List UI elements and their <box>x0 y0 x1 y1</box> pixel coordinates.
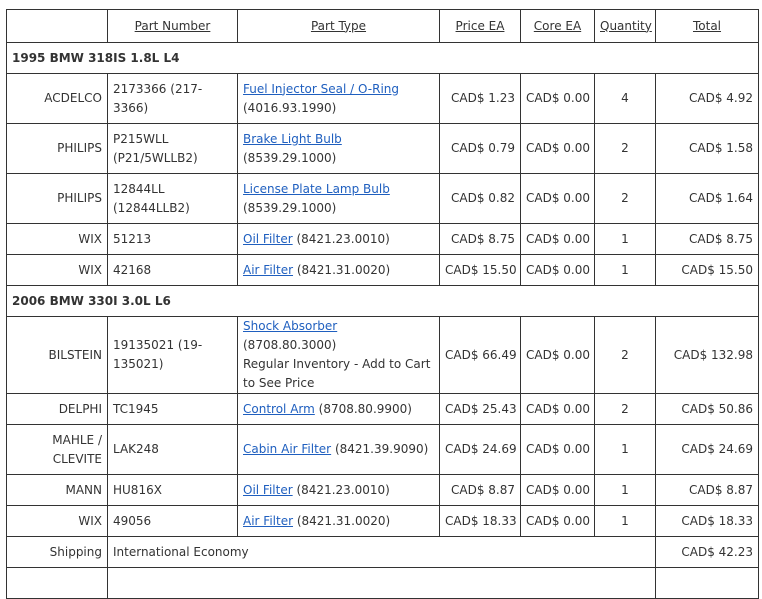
table-row <box>7 255 759 286</box>
vehicle-group-row <box>7 43 759 74</box>
tariff-code: (8421.23.0010) <box>296 231 390 246</box>
core-cell: CAD$ 0.00 <box>521 506 595 537</box>
part-number-cell: 51213 <box>108 224 238 255</box>
core-cell: CAD$ 0.00 <box>521 174 595 224</box>
part-number-cell: 49056 <box>108 506 238 537</box>
vehicle-group-row <box>7 286 759 317</box>
part-number-cell: HU816X <box>108 475 238 506</box>
total-cell: CAD$ 1.64 <box>656 174 759 224</box>
table-row-partial <box>7 568 759 599</box>
quantity-cell: 1 <box>595 506 656 537</box>
vehicle-title: 2006 BMW 330I 3.0L L6 <box>7 286 759 317</box>
quantity-cell: 2 <box>595 317 656 394</box>
total-cell: CAD$ 8.87 <box>656 475 759 506</box>
tariff-code: (8539.29.1000) <box>243 150 337 165</box>
part-type-link[interactable]: Shock Absorber <box>243 319 338 333</box>
part-type-cell <box>238 224 440 255</box>
core-cell: CAD$ 0.00 <box>521 74 595 124</box>
price-cell: CAD$ 8.87 <box>440 475 521 506</box>
price-cell: CAD$ 0.79 <box>440 124 521 174</box>
empty-cell <box>108 568 656 599</box>
table-row <box>7 425 759 475</box>
header-price[interactable]: Price EA <box>440 10 521 43</box>
price-cell: CAD$ 25.43 <box>440 394 521 425</box>
part-number-cell: 2173366 (217-3366) <box>108 74 238 124</box>
part-type-link[interactable]: Oil Filter <box>243 231 293 246</box>
part-type-link[interactable]: Air Filter <box>243 513 294 528</box>
brand-cell: WIX <box>7 224 108 255</box>
total-cell: CAD$ 24.69 <box>656 425 759 475</box>
table-row <box>7 475 759 506</box>
brand-cell: PHILIPS <box>7 124 108 174</box>
tariff-code: (8421.23.0010) <box>296 482 390 497</box>
brand-cell: MAHLE / CLEVITE <box>7 425 108 475</box>
part-type-cell <box>238 475 440 506</box>
brand-cell: WIX <box>7 506 108 537</box>
total-cell: CAD$ 1.58 <box>656 124 759 174</box>
part-type-link[interactable]: Brake Light Bulb <box>243 131 342 146</box>
part-type-link[interactable]: Cabin Air Filter <box>243 442 332 456</box>
shipping-row <box>7 537 759 568</box>
price-cell: CAD$ 24.69 <box>440 425 521 475</box>
part-type-cell <box>238 506 440 537</box>
core-cell: CAD$ 0.00 <box>521 255 595 286</box>
table-row <box>7 317 759 394</box>
part-number-cell: TC1945 <box>108 394 238 425</box>
quantity-cell: 1 <box>595 425 656 475</box>
header-core[interactable]: Core EA <box>521 10 595 43</box>
core-cell: CAD$ 0.00 <box>521 394 595 425</box>
parts-table <box>6 9 759 599</box>
tariff-code: (8539.29.1000) <box>243 200 337 215</box>
brand-cell: MANN <box>7 475 108 506</box>
tariff-code: (8421.39.9090) <box>334 442 429 456</box>
total-cell: CAD$ 15.50 <box>656 255 759 286</box>
quantity-cell: 1 <box>595 475 656 506</box>
brand-cell: PHILIPS <box>7 174 108 224</box>
core-cell: CAD$ 0.00 <box>521 124 595 174</box>
quantity-cell: 1 <box>595 255 656 286</box>
table-row <box>7 124 759 174</box>
tariff-code: (8708.80.3000) <box>243 338 337 352</box>
part-type-link[interactable]: Air Filter <box>243 262 294 277</box>
part-type-link[interactable]: Control Arm <box>243 401 315 416</box>
part-type-link[interactable]: License Plate Lamp Bulb <box>243 181 390 196</box>
core-cell: CAD$ 0.00 <box>521 425 595 475</box>
price-cell: CAD$ 15.50 <box>440 255 521 286</box>
table-row <box>7 74 759 124</box>
total-cell: CAD$ 132.98 <box>656 317 759 394</box>
table-header-row <box>7 10 759 43</box>
total-cell: CAD$ 50.86 <box>656 394 759 425</box>
quantity-cell: 4 <box>595 74 656 124</box>
inventory-note: Regular Inventory - Add to Cart to See Price <box>243 357 431 390</box>
quantity-cell: 2 <box>595 394 656 425</box>
header-part-type[interactable]: Part Type <box>238 10 440 43</box>
table-row <box>7 506 759 537</box>
table-row <box>7 224 759 255</box>
part-type-cell <box>238 124 440 174</box>
brand-cell: DELPHI <box>7 394 108 425</box>
header-brand <box>7 10 108 43</box>
shipping-label: Shipping <box>7 537 108 568</box>
tariff-code: (4016.93.1990) <box>243 100 337 115</box>
table-row <box>7 394 759 425</box>
shipping-total: CAD$ 42.23 <box>656 537 759 568</box>
part-number-cell: 12844LL (12844LLB2) <box>108 174 238 224</box>
core-cell: CAD$ 0.00 <box>521 224 595 255</box>
tariff-code: (8421.31.0020) <box>296 262 391 277</box>
part-type-link[interactable]: Fuel Injector Seal / O-Ring <box>243 81 399 96</box>
part-type-cell <box>238 394 440 425</box>
part-number-cell: 19135021 (19-135021) <box>108 317 238 394</box>
core-cell: CAD$ 0.00 <box>521 475 595 506</box>
brand-cell: ACDELCO <box>7 74 108 124</box>
brand-cell: BILSTEIN <box>7 317 108 394</box>
core-cell: CAD$ 0.00 <box>521 317 595 394</box>
brand-cell: WIX <box>7 255 108 286</box>
part-type-link[interactable]: Oil Filter <box>243 482 293 497</box>
tariff-code: (8708.80.9900) <box>318 401 412 416</box>
price-cell: CAD$ 0.82 <box>440 174 521 224</box>
header-part-number[interactable]: Part Number <box>108 10 238 43</box>
part-number-cell: P215WLL (P21/5WLLB2) <box>108 124 238 174</box>
shipping-method: International Economy <box>108 537 656 568</box>
price-cell: CAD$ 8.75 <box>440 224 521 255</box>
part-type-cell <box>238 174 440 224</box>
tariff-code: (8421.31.0020) <box>296 513 391 528</box>
table-row <box>7 174 759 224</box>
part-type-cell <box>238 317 440 394</box>
total-cell: CAD$ 4.92 <box>656 74 759 124</box>
part-type-cell <box>238 425 440 475</box>
empty-cell <box>7 568 108 599</box>
header-quantity[interactable]: Quantity <box>595 10 656 43</box>
total-cell: CAD$ 8.75 <box>656 224 759 255</box>
part-type-cell <box>238 255 440 286</box>
total-cell: CAD$ 18.33 <box>656 506 759 537</box>
quantity-cell: 1 <box>595 224 656 255</box>
vehicle-title: 1995 BMW 318IS 1.8L L4 <box>7 43 759 74</box>
part-number-cell: 42168 <box>108 255 238 286</box>
quantity-cell: 2 <box>595 124 656 174</box>
header-total[interactable]: Total <box>656 10 759 43</box>
empty-cell <box>656 568 759 599</box>
price-cell: CAD$ 66.49 <box>440 317 521 394</box>
price-cell: CAD$ 18.33 <box>440 506 521 537</box>
quantity-cell: 2 <box>595 174 656 224</box>
part-type-cell <box>238 74 440 124</box>
part-number-cell: LAK248 <box>108 425 238 475</box>
price-cell: CAD$ 1.23 <box>440 74 521 124</box>
